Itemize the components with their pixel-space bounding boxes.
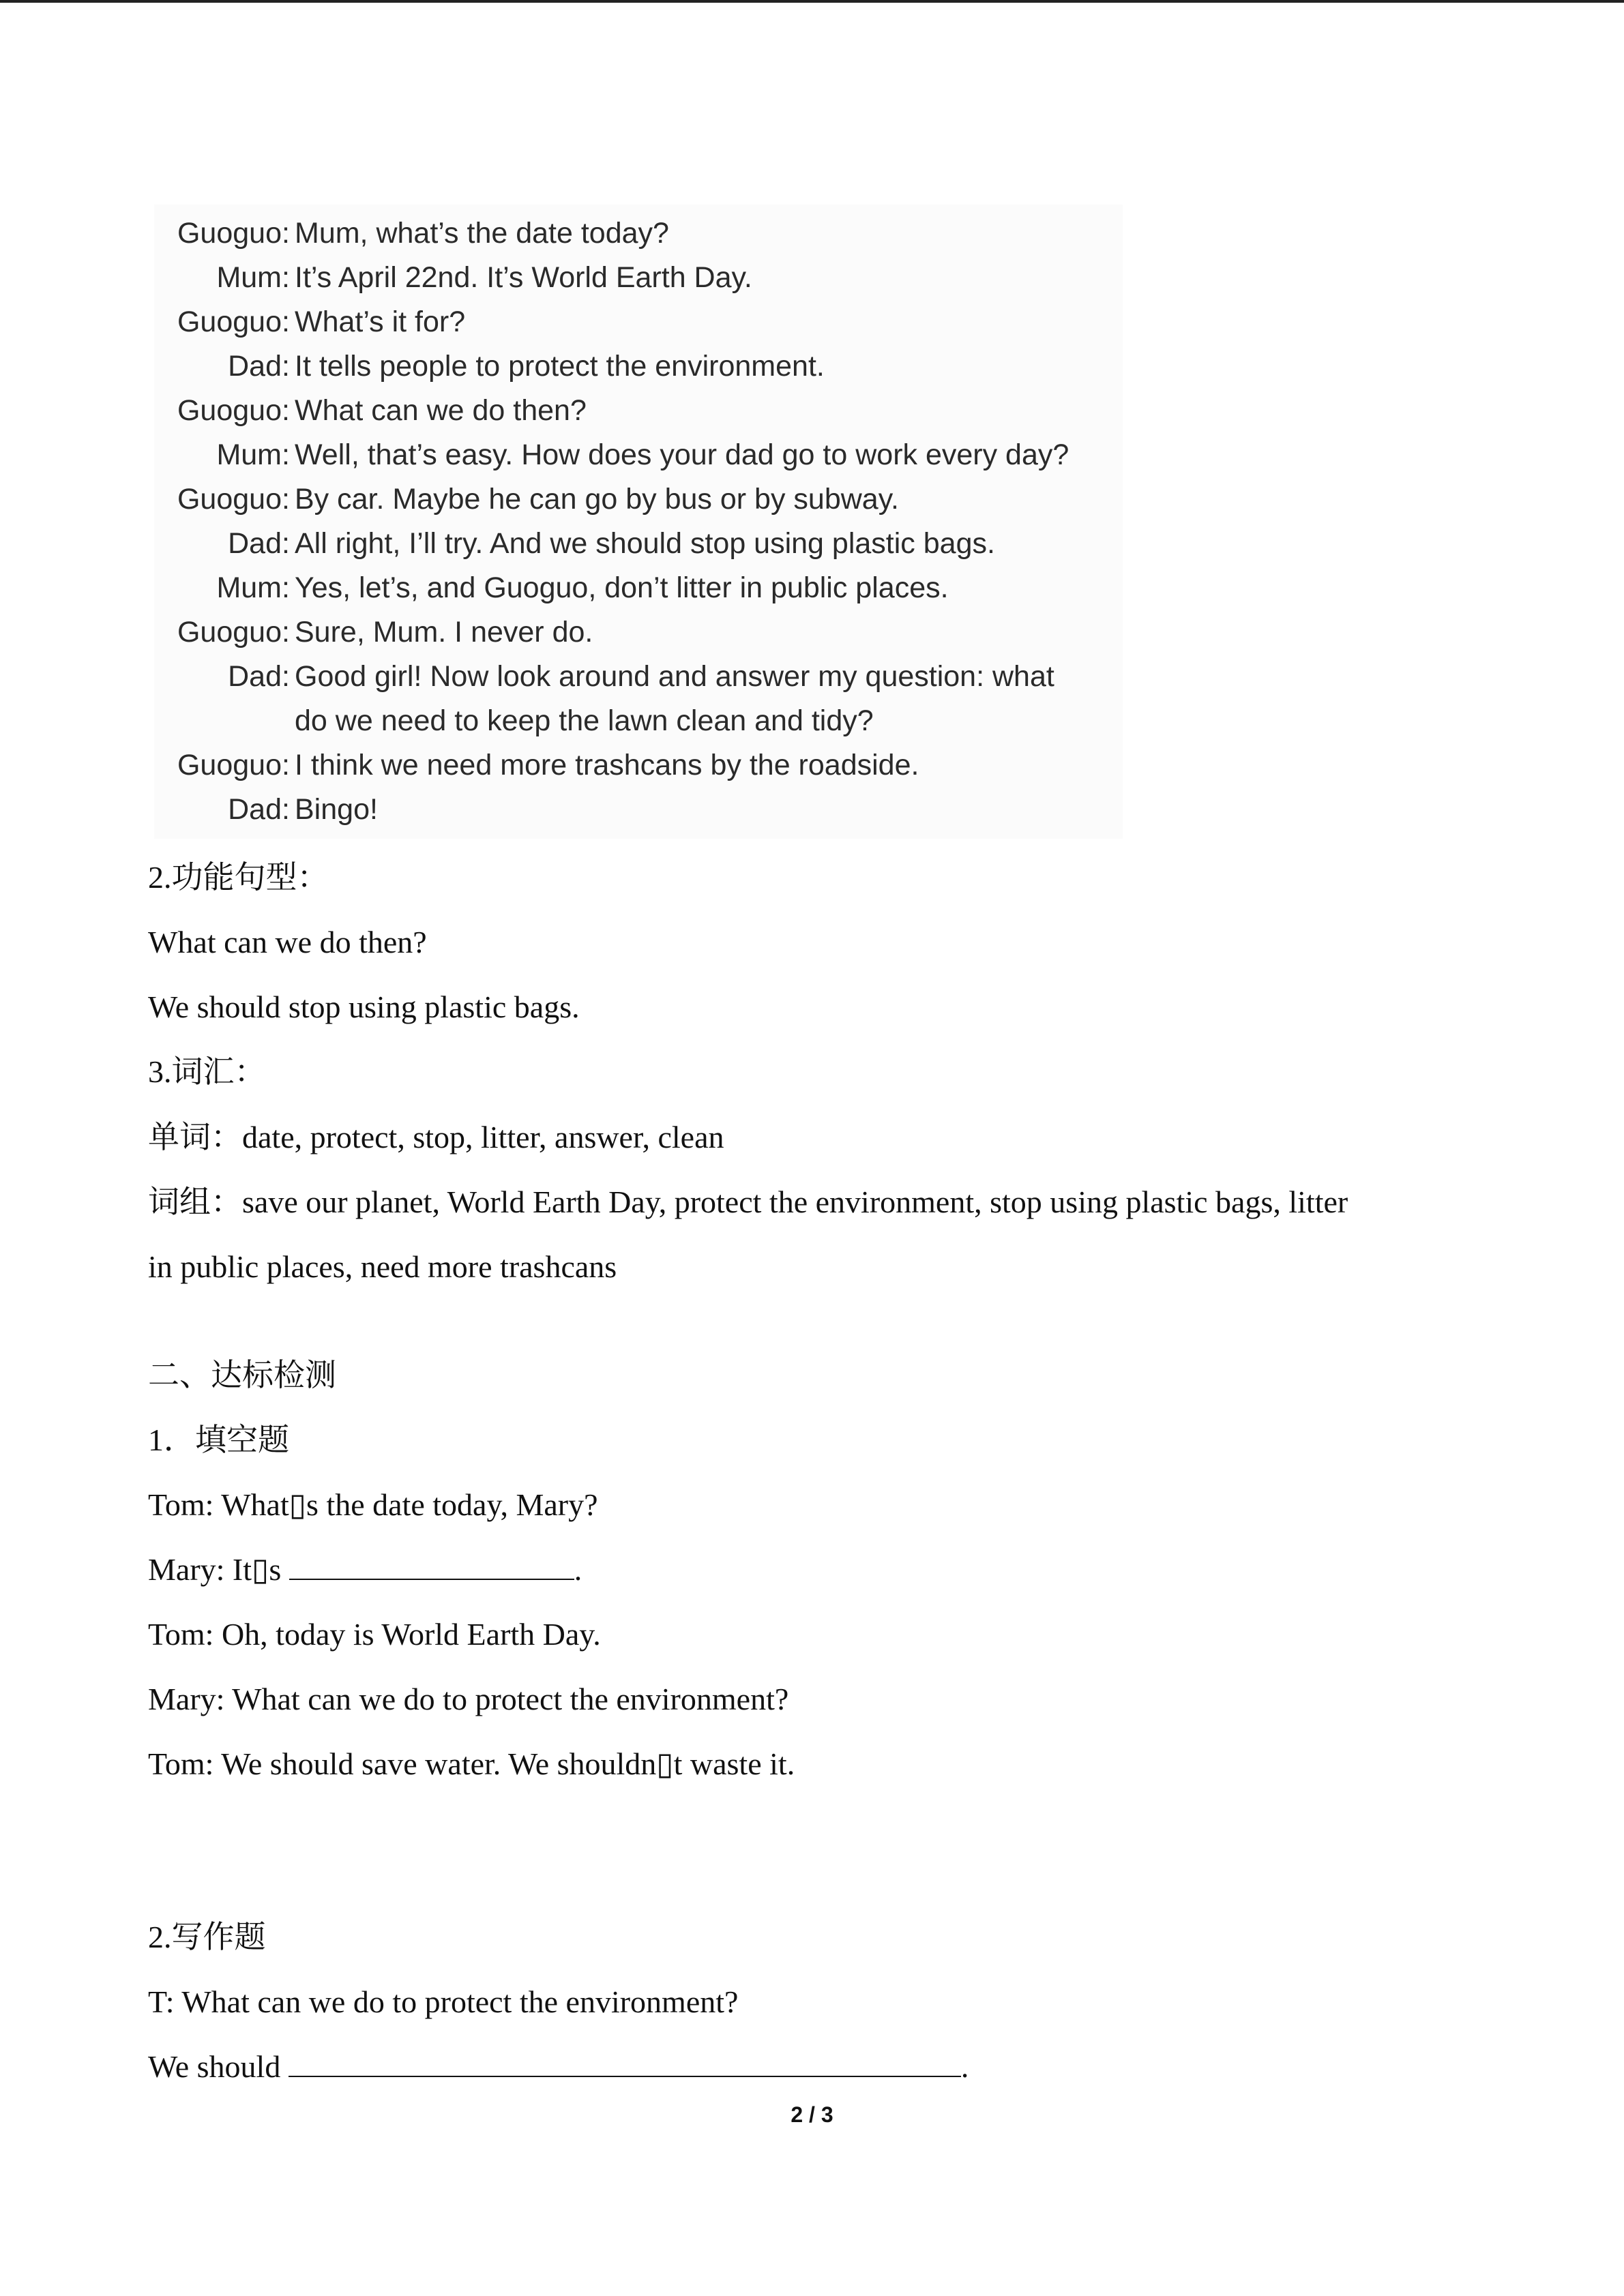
vocab-words <box>148 1117 724 1158</box>
line-suffix: . <box>574 1552 582 1587</box>
speaker-name: Guoguo <box>177 217 282 250</box>
writing-question: T: What can we do to protect the environment? <box>148 1984 739 2019</box>
utterance: What can we do then? <box>295 394 587 427</box>
phrases-label: 词组： <box>148 1184 242 1219</box>
vocab-heading: 3.词汇： <box>148 1054 266 1089</box>
utterance: Bingo! <box>295 793 378 826</box>
utterance: I think we need more trashcans by the roadside. <box>295 749 919 781</box>
fill-blank-line: Mary: What can we do to protect the environment? <box>148 1682 789 1716</box>
functional-sentence: We should stop using plastic bags. <box>148 989 580 1024</box>
utterance: By car. Maybe he can go by bus or by subway. <box>295 483 899 516</box>
utterance: Yes, let’s, and Guoguo, don’t litter in public places. <box>295 571 949 604</box>
utterance: Sure, Mum. I never do. <box>295 616 593 648</box>
utterance: Good girl! Now look around and answer my question: what <box>295 660 1054 693</box>
speaker-name: Mum <box>216 261 282 294</box>
speaker-name: Guoguo <box>177 749 282 781</box>
utterance: do we need to keep the lawn clean and tidy? <box>295 704 874 737</box>
words-label: 单词： <box>148 1120 242 1154</box>
functional-sentence: What can we do then? <box>148 925 427 959</box>
utterance: It’s April 22nd. It’s World Earth Day. <box>295 261 752 294</box>
utterance: Well, that’s easy. How does your dad go to work every day? <box>295 438 1069 471</box>
speaker-name: Guoguo <box>177 305 282 338</box>
fill-blank-line <box>148 1549 582 1590</box>
answer-blank[interactable] <box>289 1551 574 1580</box>
speaker-name: Dad <box>228 350 282 383</box>
speaker-name: Dad <box>228 793 282 826</box>
line-suffix: . <box>960 2049 969 2084</box>
vocab-phrases-continued: in public places, need more trashcans <box>148 1249 617 1284</box>
speaker-name: Dad <box>228 660 282 693</box>
words-list: date, protect, stop, litter, answer, clean <box>242 1120 724 1154</box>
fill-blank-line: Tom: We should save water. We shouldn▯t waste it. <box>148 1746 795 1781</box>
line-prefix: We should <box>148 2049 289 2084</box>
speaker-name: Guoguo <box>177 616 282 648</box>
fill-blank-line: Tom: Oh, today is World Earth Day. <box>148 1617 601 1652</box>
utterance: All right, I’ll try. And we should stop using plastic bags. <box>295 527 995 560</box>
page-number: 2 / 3 <box>791 2102 833 2127</box>
functional-heading: 2.功能句型： <box>148 860 329 895</box>
speaker-name: Guoguo <box>177 394 282 427</box>
writing-answer-line <box>148 2046 969 2087</box>
utterance: What’s it for? <box>295 305 466 338</box>
utterance: It tells people to protect the environment. <box>295 350 825 383</box>
line-prefix: Mary: It▯s <box>148 1552 289 1587</box>
fill-blank-heading: 1．填空题 <box>148 1422 289 1457</box>
speaker-name: Dad <box>228 527 282 560</box>
answer-blank[interactable] <box>289 2048 961 2077</box>
vocab-phrases <box>148 1182 1348 1223</box>
writing-heading: 2.写作题 <box>148 1920 266 1954</box>
phrases-list: save our planet, World Earth Day, protect the environment, stop using plastic bags, litter <box>242 1184 1348 1219</box>
utterance: Mum, what’s the date today? <box>295 217 669 250</box>
test-heading: 二、达标检测 <box>148 1358 336 1392</box>
speaker-name: Guoguo <box>177 483 282 516</box>
page-top-border <box>0 0 1624 3</box>
fill-blank-line: Tom: What▯s the date today, Mary? <box>148 1487 598 1522</box>
speaker-name: Mum <box>216 571 282 604</box>
speaker-name: Mum <box>216 438 282 471</box>
dialogue-image: Guoguo : Mum, what’s the date today? Mum : It’s April 22nd. It’s World Earth Day. Guoguo : What’s it for? Dad : It tells people to protect the environment. Guoguo : What can we do then? Mum : Well, that’s easy. How does your dad go to work every day? Guoguo : By car. Maybe he can go by bus or by subway. Dad : All right, I’ll try. And we should stop using plastic bags. Mum : Yes, let’s, and Guoguo, don’t litter in public places. Guoguo : Sure, Mum. I never do. Dad : Good girl! Now look around and answer my question: what do we need to keep the lawn clean and tidy? Guoguo : I think we need more trashcans by the roadside. Dad : Bingo! <box>154 205 1123 839</box>
